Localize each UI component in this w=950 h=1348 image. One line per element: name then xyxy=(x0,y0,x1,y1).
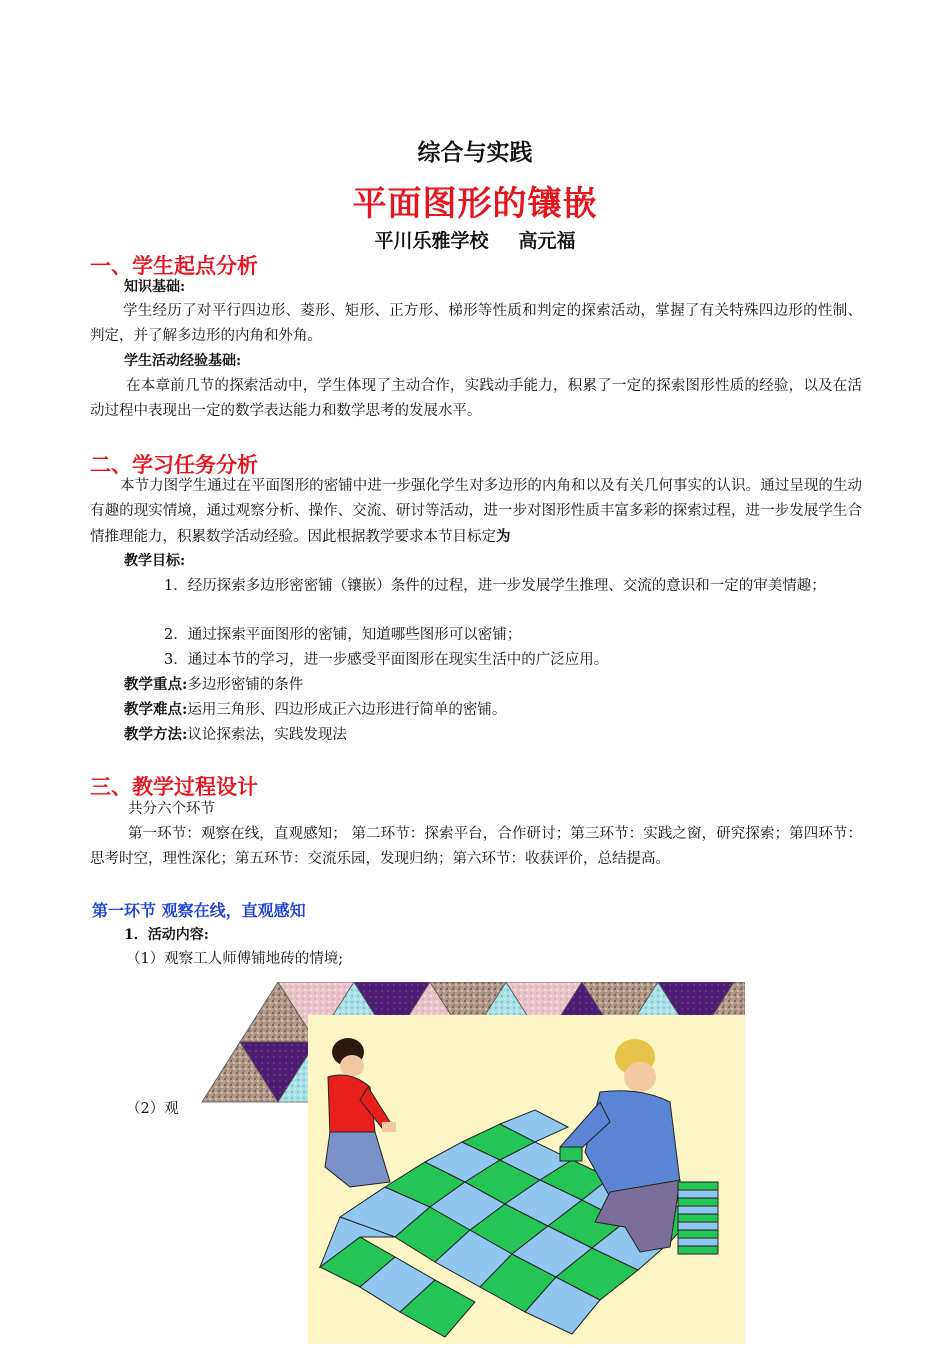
activity-label: 1．活动内容: xyxy=(124,927,209,943)
section-heading-3: 三、教学过程设计 xyxy=(90,774,258,799)
task-analysis-text: 本节力图学生通过在平面图形的密铺中进一步强化学生对多边形的内角和以及有关几何事实的认识。通过呈现的生动有趣的现实情境，通过观察分析、操作、交流、研讨等活动，进一步对图形性质丰富多彩的探索过程，进一步发展学生合情推理能力，积累数学活动经验。因此根据教学要求本节目标定为 xyxy=(90,478,862,545)
doc-title: 平面图形的镶嵌 xyxy=(352,184,598,224)
activity-item-2: （2）观 xyxy=(126,1101,179,1117)
tiling-illustration xyxy=(200,982,745,1344)
author-line xyxy=(0,226,950,253)
key-point-line: 教学重点:多边形密铺的条件 xyxy=(124,676,304,693)
stages-text: 第一环节：观察在线，直观感知； 第二环节：探索平台，合作研讨；第三环节：实践之窗，研究探索；第四环节：思考时空，理性深化；第五环节：交流乐园，发现归纳；第六环节：收获评价，总结提高。 xyxy=(90,826,862,867)
goal-item-3: 3．通过本节的学习，进一步感受平面图形在现实生活中的广泛应用。 xyxy=(164,652,609,668)
doc-category-title: 综合与实践 xyxy=(417,139,533,166)
section-heading-1: 一、学生起点分析 xyxy=(90,253,258,278)
activity-item-1: （1）观察工人师傅铺地砖的情境; xyxy=(126,951,344,967)
experience-text: 在本章前几节的探索活动中，学生体现了主动合作，实践动手能力，积累了一定的探索图形性质的经验，以及在活动过程中表现出一定的数学表达能力和数学思考的发展水平。 xyxy=(90,378,862,419)
school-name: 平川乐雅学校 xyxy=(374,230,489,252)
goal-item-1: 1．经历探索多边形密密铺（镶嵌）条件的过程，进一步发展学生推理、交流的意识和一定的审美情趣； xyxy=(164,578,826,594)
stages-intro: 共分六个环节 xyxy=(128,801,215,817)
experience-label: 学生活动经验基础: xyxy=(124,353,242,369)
knowledge-label: 知识基础: xyxy=(124,279,186,295)
knowledge-text: 学生经历了对平行四边形、菱形、矩形、正方形、梯形等性质和判定的探索活动，掌握了有关特殊四边形的性制、判定，并了解多边形的内角和外角。 xyxy=(90,303,862,344)
goals-label: 教学目标: xyxy=(124,553,186,569)
stage-1-heading: 第一环节 观察在线，直观感知 xyxy=(92,901,306,920)
goal-item-2: 2．通过探索平面图形的密铺，知道哪些图形可以密铺； xyxy=(164,627,522,643)
method-line: 教学方法:议论探索法，实践发现法 xyxy=(124,726,347,743)
tiling-illustration-svg xyxy=(200,982,745,1344)
author-name: 高元福 xyxy=(518,230,576,252)
section-heading-2: 二、学习任务分析 xyxy=(90,452,258,477)
tile-stack xyxy=(678,1182,718,1254)
difficulty-line: 教学难点:运用三角形、四边形成正六边形进行简单的密铺。 xyxy=(124,701,507,718)
